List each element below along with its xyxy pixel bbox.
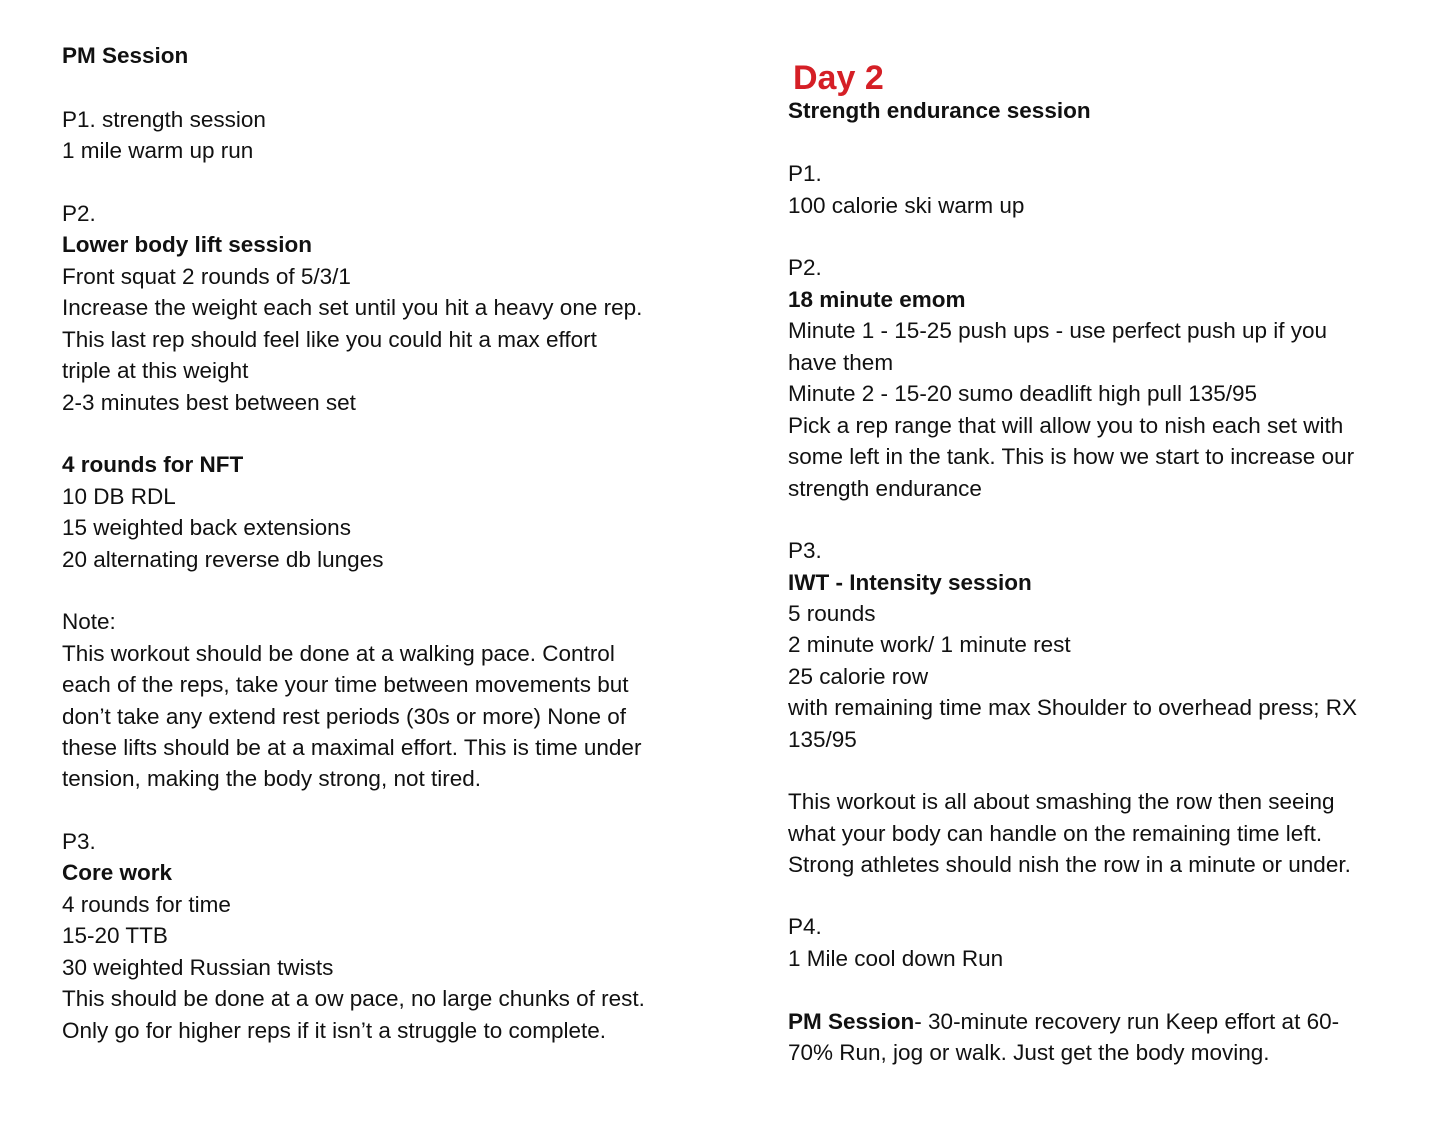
pm-session-line-2: 70% Run, jog or walk. Just get the body moving. <box>788 1040 1270 1065</box>
p3-line: 5 rounds <box>788 601 876 626</box>
p3-line: 4 rounds for time <box>62 892 231 917</box>
p2-line: 2-3 minutes best between set <box>62 390 356 415</box>
p3-heading: IWT - Intensity session <box>788 570 1032 595</box>
pm-session-heading: PM Session <box>62 43 189 68</box>
p3-label: P3. <box>62 829 96 854</box>
p3-line: 30 weighted Russian twists <box>62 955 334 980</box>
p2-line: triple at this weight <box>62 358 249 383</box>
p2-line: strength endurance <box>788 476 982 501</box>
note-line: tension, making the body strong, not tired. <box>62 766 481 791</box>
p3-line: 25 calorie row <box>788 664 929 689</box>
p3-line: Only go for higher reps if it isn’t a struggle to complete. <box>62 1018 607 1043</box>
day-title: Day 2 <box>793 59 884 97</box>
p3-line: 135/95 <box>788 727 857 752</box>
note-line: these lifts should be at a maximal effort. This is time under <box>62 735 642 760</box>
p2-label: P2. <box>788 255 822 280</box>
p2-line: Increase the weight each set until you hit a heavy one rep. <box>62 295 643 320</box>
p1-label: P1. strength session <box>62 107 266 132</box>
p2-line: Minute 2 - 15-20 sumo deadlift high pull 135/95 <box>788 381 1258 406</box>
nft-line: 20 alternating reverse db lunges <box>62 547 384 572</box>
note-label: Note: <box>62 609 116 634</box>
p4-label: P4. <box>788 914 822 939</box>
nft-heading: 4 rounds for NFT <box>62 452 244 477</box>
nft-line: 10 DB RDL <box>62 484 176 509</box>
p1-label: P1. <box>788 161 822 186</box>
p2-line: Pick a rep range that will allow you to nish each set with <box>788 413 1344 438</box>
nft-line: 15 weighted back extensions <box>62 515 351 540</box>
p2-line: Front squat 2 rounds of 5/3/1 <box>62 264 351 289</box>
p2-line: This last rep should feel like you could hit a max effort <box>62 327 597 352</box>
p2-label: P2. <box>62 201 96 226</box>
note-line: each of the reps, take your time between movements but <box>62 672 629 697</box>
pm-session-heading: PM Session <box>788 1009 915 1034</box>
p4-line: 1 Mile cool down Run <box>788 946 1004 971</box>
p2-line: have them <box>788 350 894 375</box>
p2-line: some left in the tank. This is how we start to increase our <box>788 444 1355 469</box>
p3-heading: Core work <box>62 860 173 885</box>
session-heading: Strength endurance session <box>788 98 1091 123</box>
p1-line: 100 calorie ski warm up <box>788 193 1025 218</box>
p3-line: with remaining time max Shoulder to overhead press; RX <box>788 695 1358 720</box>
p3-line: 15-20 TTB <box>62 923 168 948</box>
pm-session-text: - 30-minute recovery run Keep effort at 60- <box>914 1009 1340 1034</box>
summary-line: what your body can handle on the remaining time left. <box>788 821 1323 846</box>
p2-heading: 18 minute emom <box>788 287 966 312</box>
p2-line: Minute 1 - 15-25 push ups - use perfect push up if you <box>788 318 1328 343</box>
pm-session-line <box>788 1006 1339 1037</box>
p3-line: This should be done at a ow pace, no large chunks of rest. <box>62 986 645 1011</box>
p2-heading: Lower body lift session <box>62 232 313 257</box>
summary-line: Strong athletes should nish the row in a minute or under. <box>788 852 1351 877</box>
note-line: This workout should be done at a walking pace. Control <box>62 641 615 666</box>
p3-label: P3. <box>788 538 822 563</box>
note-line: don’t take any extend rest periods (30s or more) None of <box>62 704 627 729</box>
summary-line: This workout is all about smashing the row then seeing <box>788 789 1335 814</box>
p3-line: 2 minute work/ 1 minute rest <box>788 632 1071 657</box>
p1-line: 1 mile warm up run <box>62 138 254 163</box>
